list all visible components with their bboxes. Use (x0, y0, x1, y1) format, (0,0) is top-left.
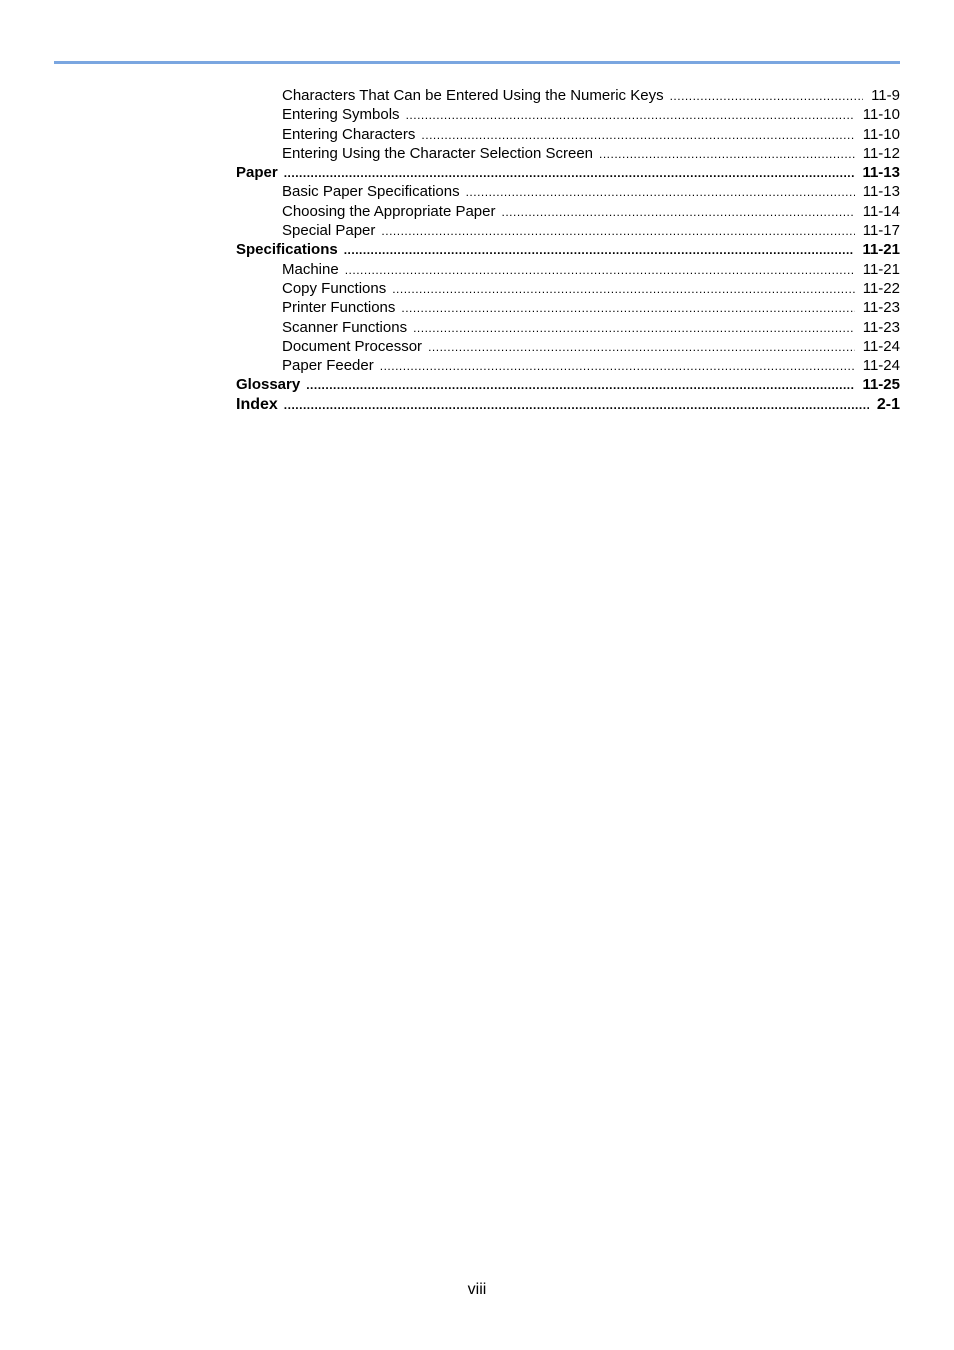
toc-entry-page: 11-13 (862, 164, 900, 182)
toc-entry[interactable] (236, 105, 900, 124)
toc-entry-title: Entering Characters (282, 125, 416, 143)
toc-entry-page: 11-10 (862, 106, 900, 124)
toc-entry-page: 11-12 (862, 144, 900, 162)
toc-entry[interactable] (236, 337, 900, 356)
toc-entry-title: Basic Paper Specifications (282, 183, 460, 201)
toc-entry[interactable] (236, 221, 900, 240)
toc-entry[interactable] (236, 318, 900, 337)
toc-entry-page: 11-13 (862, 183, 900, 201)
toc-entry-title: Index (236, 395, 278, 413)
toc-entry-page: 11-24 (862, 357, 900, 375)
toc-entry-page: 11-22 (862, 279, 900, 297)
toc-dot-leader (306, 376, 854, 394)
toc-entry-title: Paper Feeder (282, 357, 374, 375)
toc-entry-title: Scanner Functions (282, 318, 408, 336)
toc-entry-page: 11-25 (862, 376, 900, 394)
toc-dot-leader (670, 87, 864, 105)
toc-dot-leader (284, 395, 869, 415)
toc-dot-leader (421, 126, 854, 144)
toc-entry[interactable] (236, 182, 900, 201)
toc-entry-title: Specifications (236, 241, 338, 259)
toc-entry[interactable] (236, 86, 900, 105)
toc-entry-title: Choosing the Appropriate Paper (282, 202, 496, 220)
toc-entry[interactable] (236, 125, 900, 144)
toc-dot-leader (428, 338, 855, 356)
toc-dot-leader (345, 261, 855, 279)
toc-entry-page: 11-24 (862, 337, 900, 355)
toc-entry-title: Copy Functions (282, 279, 387, 297)
toc-entry-title: Document Processor (282, 337, 423, 355)
toc-entry[interactable] (236, 260, 900, 279)
toc-entry-page: 11-21 (862, 241, 900, 259)
toc-section-entry[interactable] (236, 163, 900, 182)
toc-entry-title: Machine (282, 260, 339, 278)
toc-entry-page: 11-23 (862, 318, 900, 336)
toc-entry-title: Entering Symbols (282, 106, 400, 124)
toc-entry[interactable] (236, 144, 900, 163)
page-number: viii (467, 1281, 487, 1298)
toc-dot-leader (501, 203, 854, 221)
toc-entry[interactable] (236, 202, 900, 221)
table-of-contents (236, 86, 900, 415)
toc-entry-title: Paper (236, 164, 278, 182)
toc-dot-leader (380, 357, 855, 375)
toc-entry-page: 2-1 (876, 395, 900, 413)
toc-entry[interactable] (236, 279, 900, 298)
toc-dot-leader (392, 280, 855, 298)
toc-dot-leader (401, 299, 854, 317)
toc-entry[interactable] (236, 298, 900, 317)
toc-entry-title: Special Paper (282, 222, 376, 240)
toc-entry-page: 11-9 (871, 87, 900, 104)
toc-entry-page: 11-21 (862, 260, 900, 278)
toc-entry-title: Printer Functions (282, 299, 396, 317)
toc-dot-leader (413, 319, 855, 337)
toc-chapter-entry[interactable] (236, 395, 900, 415)
toc-entry-page: 11-14 (862, 202, 900, 220)
toc-dot-leader (381, 222, 854, 240)
toc-dot-leader (344, 241, 855, 259)
toc-entry-title: Entering Using the Character Selection Screen (282, 144, 594, 162)
header-rule (54, 61, 900, 64)
toc-section-entry[interactable] (236, 240, 900, 259)
toc-entry[interactable] (236, 356, 900, 375)
toc-entry-title: Glossary (236, 376, 301, 394)
toc-section-entry[interactable] (236, 375, 900, 394)
toc-dot-leader (284, 164, 855, 182)
toc-entry-page: 11-23 (862, 299, 900, 317)
toc-entry-page: 11-10 (862, 125, 900, 143)
toc-dot-leader (466, 183, 855, 201)
toc-entry-page: 11-17 (862, 222, 900, 240)
toc-dot-leader (406, 106, 855, 124)
toc-dot-leader (599, 145, 855, 163)
toc-entry-title: Characters That Can be Entered Using the Numeric Keys (282, 87, 664, 104)
